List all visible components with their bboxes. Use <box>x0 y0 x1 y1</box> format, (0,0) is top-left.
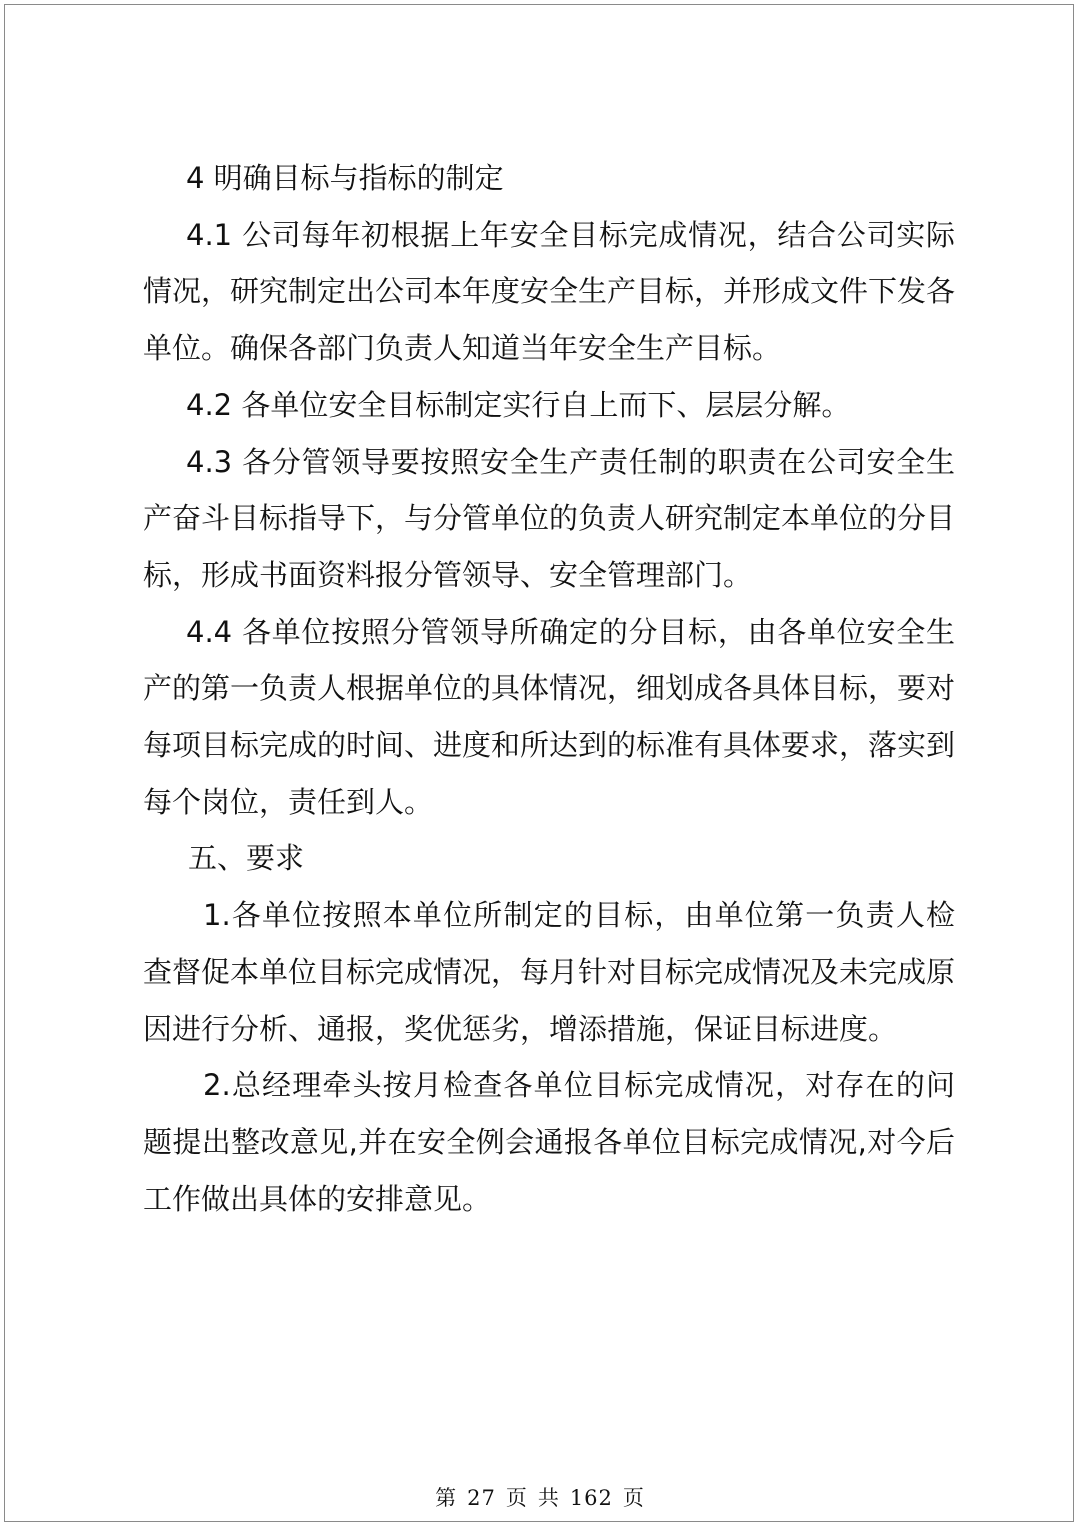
paragraph-4-3: 4.3 各分管领导要按照安全生产责任制的职责在公司安全生产奋斗目标指导下，与分管单位的负责人研究制定本单位的分目标，形成书面资料报分管领导、安全管理部门。 <box>143 444 956 592</box>
footer-suffix: 页 <box>622 1486 645 1510</box>
footer-prefix: 第 <box>435 1486 458 1510</box>
requirement-1: 1.各单位按照本单位所制定的目标，由单位第一负责人检查督促本单位目标完成情况，每月针对目标完成情况及未完成原因进行分析、通报，奖优惩劣，增添措施，保证目标进度。 <box>143 898 956 1046</box>
paragraph-4-4: 4.4 各单位按照分管领导所确定的分目标，由各单位安全生产的第一负责人根据单位的具体情况，细划成各具体目标，要对每项目标完成的时间、进度和所达到的标准有具体要求，落实到每个岗位，责任到人。 <box>143 614 956 819</box>
requirement-2: 2.总经理牵头按月检查各单位目标完成情况，对存在的问题提出整改意见,并在安全例会通报各单位目标完成情况,对今后工作做出具体的安排意见。 <box>143 1068 955 1216</box>
document-body <box>143 150 955 1227</box>
footer-page-word: 页 <box>505 1486 528 1510</box>
section-heading-4: 4 明确目标与指标的制定 <box>186 161 504 195</box>
total-pages-number: 162 <box>569 1486 613 1510</box>
page-footer <box>0 1482 1080 1512</box>
paragraph-4-2: 4.2 各单位安全目标制定实行自上而下、层层分解。 <box>186 387 851 422</box>
current-page-number: 27 <box>467 1486 496 1510</box>
section-heading-5: 五、要求 <box>188 841 305 876</box>
paragraph-4-1: 4.1 公司每年初根据上年安全目标完成情况，结合公司实际情况，研究制定出公司本年度安全生产目标，并形成文件下发各单位。确保各部门负责人知道当年安全生产目标。 <box>143 217 956 366</box>
footer-total-word: 共 <box>537 1486 560 1510</box>
